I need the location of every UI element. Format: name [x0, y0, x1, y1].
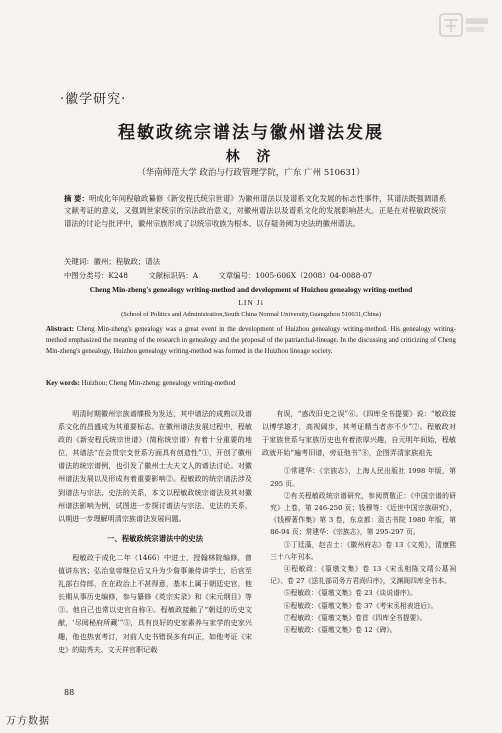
page-number: 88 [64, 688, 75, 697]
intro-paragraph: 明清时期徽州宗族谱牒极为发达，其中谱法的成熟以及谱系文化的昌盛成为其重要标志。在徽州谱法发展过程中，程敏政的《新安程氏统宗世谱》（简称统宗谱）有着十分重要的地位，其谱法“在会贯宗支世系方面具有创造性”①，开创了徽州谱法的统宗谱例，也引发了徽州士大夫文人的谱法讨论。对徽州谱法发展以及形成有着重要影响②。程敏政的统宗谱法涉及到谱法与宗法、史法的关系，本文以程敏政统宗谱法及其对徽州谱法影响为例，试图进一步探讨谱法与宗法、史法的关系，以期进一步理解明清宗族谱法发展问题。 [58, 409, 252, 523]
continued-paragraph: 有误，“惑改旧史之误”⑥。《四库全书提要》说：“敏政接以博学雄才，高视阔步，其考证精当者亦不少”⑦。程敏政对于家族世系与家族历史也有着浓厚兴趣，自元明年间始，程敏政就开始“遍考旧谱，旁证他书”⑧，企图弄清家族祖先 [262, 409, 456, 458]
chinese-abstract [64, 193, 446, 230]
english-abstract [46, 324, 456, 358]
english-author: LIN Ji [238, 298, 264, 307]
document-code: 文献标识码：A [148, 271, 199, 280]
english-title: Cheng Min-zheng's genealogy writing-method and development of Huizhou genealogy writing-method [89, 285, 413, 294]
clc-number: 中图分类号：K248 [64, 271, 128, 280]
english-keywords-label: Key words: [46, 380, 80, 387]
classification-row [64, 270, 446, 281]
footnote: ⑤程敏政：《篁墩文集》卷 23《谈说谱序》。 [283, 589, 417, 598]
footnote: ⑦程敏政：《篁墩文集》卷首《四库全书提要》。 [283, 613, 427, 622]
footnote: ④程敏政：《篁墩文集》卷 13《宋丞相陈文靖公墓祠记》、卷 27《送礼部司务方君尚归序》，文渊阁四库全书本。 [270, 565, 456, 586]
article-number: 文章编号：1005-606X（2008）04-0088-07 [218, 271, 373, 280]
source-mark: 万方数据 [6, 716, 50, 727]
watermark-icon [438, 10, 492, 40]
section-paragraph: 程敏政于成化二年（1466）中进士，授翰林院编修，曾值讲东宫；弘治皇帝继位后又升为少詹事兼侍讲学士，后官至礼部右侍郎，在在政治上不甚得意，基本上属于朝廷史官，他长期从事历史编修，参与纂修《英宗实录》和《宋元纲目》等③。他自己也常以史官自称④。程敏政接触了“朝廷的历史文献，‘尽阅秘府所藏’”⑤，具有良好的史家素养与家学的史家兴趣，他也热衷考订，对前人史书错误多有纠正，如他考证《宋史》的陆秀夫、文天祥官职记载 [58, 552, 252, 654]
footnote: ①常建华：《宗族志》，上海人民出版社 1998 年版，第 295 页。 [270, 467, 456, 488]
english-abstract-label: Abstract: [46, 326, 74, 333]
chinese-keywords: 关键词：徽州；程敏政；谱法 [64, 257, 161, 266]
english-keywords-text: Huizhou; Cheng Min-zheng; genealogy writing-method [81, 380, 236, 387]
abstract-label: 摘 要： [64, 194, 89, 203]
section-label: ·徽学研究· [60, 92, 127, 107]
footnote: ⑧程敏政：《篁墩文集》卷 12《碑》。 [283, 626, 397, 635]
author-affiliation: （华南师范大学 政治与行政管理学院，广东 广州 510631） [137, 168, 365, 178]
body-left-column [58, 407, 252, 656]
english-affiliation: (School of Politics and Administration,South China Normal University,Guangzhou 510631,China) [121, 311, 381, 318]
english-keywords [46, 380, 235, 387]
footnotes [262, 465, 456, 636]
footnote: ⑥程敏政：《篁墩文集》卷 37《考宋丞相表进后》。 [283, 601, 438, 610]
section-heading: 一、程敏政统宗谱法中的史法 [106, 533, 204, 543]
body-right-column [262, 407, 456, 636]
article-author: 林 济 [225, 149, 277, 165]
footnote: ③丁廷藻，赵吉士：《徽州府志》卷 13《文苑》，清康熙三十八年刊本。 [270, 540, 456, 561]
footnote: ②有关程敏政统宗谱研究，参阅贾敬正：《中国宗谱的研究》上卷，第 246-250 页；钱穆等：《近世中国宗族研究》，《钱穆著作集》第 3 卷，东京都：汲古书院 1980 年版，第 86-94 页；常建华：《宗族志》，第 295-297 页。 [270, 491, 456, 537]
wanfang-watermark-logo [438, 10, 492, 40]
english-abstract-text: Cheng Min-zheng's genealogy was a great event in the development of Huizhou genealogy writing-method. His genealogy writing-method emphasized the meaning of the research in genealogy and the proposal of the patriarchal-lineage. In the discussing and criticizing of Cheng Min-zheng's genealogy, Huizhou genealogy writing-method was formed in the Huizhou lineage society. [46, 326, 457, 356]
article-title: 程敏政统宗谱法与徽州谱法发展 [118, 123, 384, 143]
abstract-text: 明成化年间程敏政纂修《新安程氏统宗世谱》为徽州谱法以及谱系文化发展的标志性事件，其谱法既强调谱系文献考证的意义，又强调世家统宗的宗法政治意义，对徽州谱法以及谱系文化的发展影响甚大。正是在对程敏政统宗谱法的讨论与批评中，徽州宗族形成了以统宗收族为根本、以存疑务阙为史法的徽州谱法。 [64, 194, 446, 228]
